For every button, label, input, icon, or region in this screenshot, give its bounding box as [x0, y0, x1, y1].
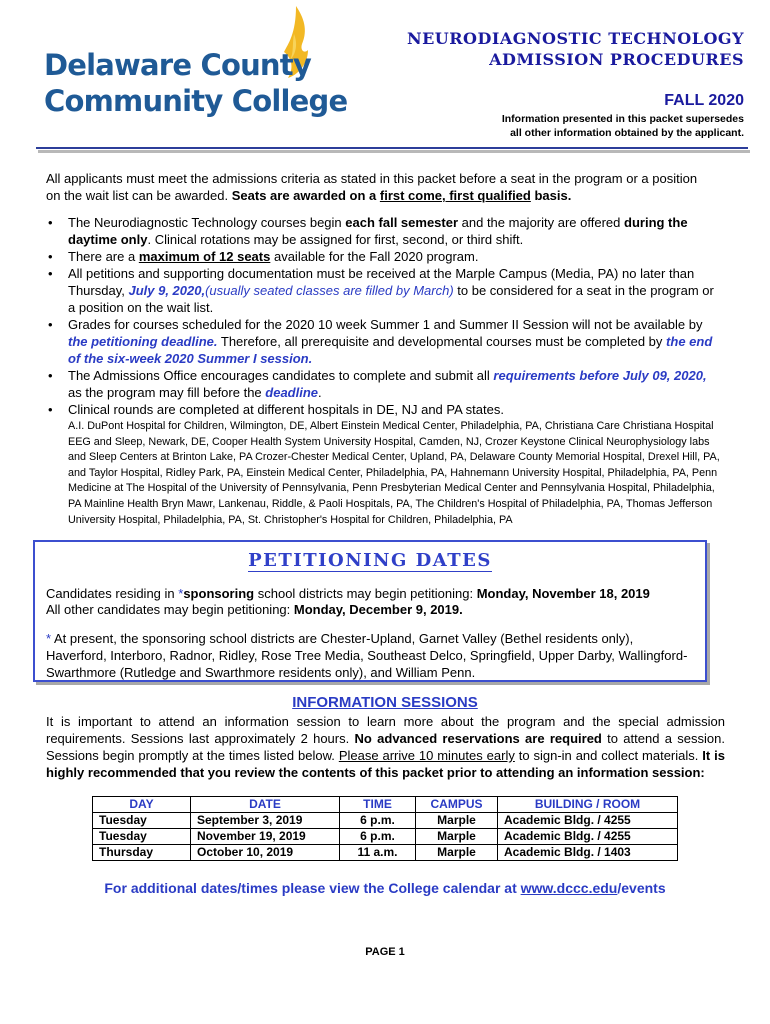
info-t6: It is highly recommended that you review the contents of this packet prior to attending an information session:	[46, 748, 725, 780]
b3-note: (usually seated classes are filled by March)	[205, 283, 454, 298]
sessions-table	[92, 796, 678, 861]
petition-line-1	[46, 586, 696, 602]
document-title	[407, 28, 744, 70]
info-sessions-title	[0, 694, 770, 711]
title-line-1: NEURODIAGNOSTIC TECHNOLOGY	[406, 29, 744, 48]
list-item	[46, 248, 722, 265]
petition-date-other: Monday, December 9, 2019.	[293, 602, 463, 617]
hospital-list: A.I. DuPont Hospital for Children, Wilmington, DE, Albert Einstein Medical Center, Philadelphia, PA, Christiana Care Christiana Hospital EEG and Sleep, Newark, DE, Cooper Health System University Hospital, Camden, NJ, Crozer Keystone Clinical Neurophysiology labs and Sleep Centers at Brinton Lake, PA Crozer-Chester Medical Center, Upland, PA, Delaware County Memorial Hospital, Drexel Hill, PA, and Taylor Hospital, Ridley Park, PA, Einstein Medical Center, Philadelphia, PA, Hahnemann University Hospital, Philadelphia, PA, Penn Medicine at The Hospital of the University of Pennsylvania, Penn Presbyterian Medical Center and Pennsylvania Hospital, Philadelphia, PA Mainline Health Bryn Mawr, Lankenau, Riddle, & Paoli Hospitals, PA, The Children's Hospital of Philadelphia, PA, Thomas Jefferson University Hospital, Philadelphia, PA, St. Christopher's Hospital for Children, Philadelphia, PA	[68, 420, 720, 526]
intro-bold-underline: first come, first qualified	[379, 188, 531, 203]
b1-text: The Neurodiagnostic Technology courses begin	[68, 215, 342, 230]
cell-time: 6 p.m.	[340, 813, 416, 829]
supersede-notice	[444, 112, 744, 140]
cell-campus: Marple	[416, 845, 498, 861]
cell-building: Academic Bldg. / 4255	[498, 813, 678, 829]
petitioning-dates	[46, 586, 696, 618]
list-item	[46, 214, 722, 248]
table-header-row	[93, 797, 678, 813]
list-item	[46, 265, 722, 316]
table-row	[93, 813, 678, 829]
cell-time: 11 a.m.	[340, 845, 416, 861]
info-sessions-title-text: INFORMATION SESSIONS	[292, 694, 478, 711]
petition-line-2	[46, 602, 696, 618]
b6-text: Clinical rounds are completed at different hospitals in DE, NJ and PA states.	[68, 402, 504, 417]
info-t3: to attend a session. Sessions begin promptly at the times listed below.	[46, 731, 725, 763]
petition-l1-text: Candidates residing in	[46, 586, 175, 601]
cell-time: 6 p.m.	[340, 829, 416, 845]
b4-text-2: Therefore, all prerequisite and developmental courses must be completed by	[220, 334, 663, 349]
b5-emph: requirements before July 09, 2020,	[493, 368, 707, 383]
supersede-line-1: Information presented in this packet supersedes	[501, 113, 744, 125]
list-item	[46, 316, 722, 367]
title-line-2: ADMISSION PROCEDURES	[489, 50, 744, 69]
cell-building: Academic Bldg. / 4255	[498, 829, 678, 845]
cell-campus: Marple	[416, 829, 498, 845]
cell-building: Academic Bldg. / 1403	[498, 845, 678, 861]
cell-date: November 19, 2019	[191, 829, 340, 845]
header-building: BUILDING / ROOM	[498, 797, 678, 813]
petition-l1-bold: sponsoring	[183, 586, 255, 601]
b3-text: All petitions and supporting documentation must be received at the Marple Campus (Media, PA) no later than Thursday,	[68, 266, 695, 298]
b1-text-2: and the majority are offered	[461, 215, 621, 230]
header-divider	[36, 147, 748, 149]
list-item	[46, 367, 722, 401]
b2-bold: maximum of 12 seats	[138, 249, 271, 264]
b5-text-2: as the program may fill before the	[68, 385, 262, 400]
calendar-link-suffix: /events	[617, 880, 666, 896]
petitioning-title-text: PETITIONING DATES	[248, 550, 492, 571]
asterisk: *	[178, 586, 184, 601]
logo-text-line2: Community College	[44, 84, 348, 118]
table-row	[93, 829, 678, 845]
b5-period: .	[318, 385, 322, 400]
info-t2: No advanced reservations are required	[354, 731, 602, 746]
b1-bold: each fall semester	[345, 215, 459, 230]
table-row	[93, 845, 678, 861]
b1-text-3: . Clinical rotations may be assigned for first, second, or third shift.	[147, 232, 524, 247]
term-label: FALL 2020	[664, 92, 744, 109]
sponsoring-districts-note	[46, 630, 696, 681]
requirements-list	[46, 214, 722, 528]
petition-l2-text: All other candidates may begin petitioning:	[46, 602, 291, 617]
petitioning-dates-box	[33, 540, 707, 682]
b5-emph-2: deadline	[265, 385, 319, 400]
logo-text-line1: Delaware County	[44, 48, 311, 82]
cell-day: Tuesday	[93, 829, 191, 845]
supersede-line-2: all other information obtained by the applicant.	[510, 127, 744, 139]
b4-text: Grades for courses scheduled for the 2020 10 week Summer 1 and Summer II Session will not be available by	[68, 317, 703, 332]
b2-text-2: available for the Fall 2020 program.	[273, 249, 479, 264]
header-time: TIME	[340, 797, 416, 813]
list-item	[46, 401, 722, 528]
note-text: At present, the sponsoring school districts are Chester-Upland, Garnet Valley (Bethel residents only), Haverford, Interboro, Radnor, Ridley, Rose Tree Media, Southeast Delco, Springfield, Upper Darby, Wallingford-Swarthmore (Rutledge and Swarthmore residents only), and William Penn.	[46, 631, 688, 680]
info-t4: Please arrive 10 minutes early	[338, 748, 515, 763]
cell-campus: Marple	[416, 813, 498, 829]
intro-bold: Seats are awarded on a	[231, 188, 377, 203]
info-t5: to sign-in and collect materials.	[518, 748, 699, 763]
additional-dates-note	[0, 880, 770, 896]
b1-bold-2: during the daytime only	[68, 215, 688, 247]
cell-day: Thursday	[93, 845, 191, 861]
b5-text: The Admissions Office encourages candidates to complete and submit all	[68, 368, 490, 383]
page-number: PAGE 1	[365, 946, 405, 958]
cell-day: Tuesday	[93, 813, 191, 829]
petition-l1-text-2: school districts may begin petitioning:	[257, 586, 474, 601]
note-asterisk: *	[46, 631, 52, 646]
intro-paragraph	[46, 170, 706, 204]
calendar-link[interactable]: www.dccc.edu	[520, 880, 618, 896]
petitioning-title	[35, 550, 705, 571]
header-campus: CAMPUS	[416, 797, 498, 813]
b4-emph: the petitioning deadline.	[68, 334, 218, 349]
info-t1: It is important to attend an information session to learn more about the program and the special admission requirements. Sessions last approximately 2 hours.	[46, 714, 725, 746]
info-sessions-paragraph	[46, 713, 725, 781]
college-logo	[40, 4, 348, 124]
header-date: DATE	[191, 797, 340, 813]
cell-date: October 10, 2019	[191, 845, 340, 861]
b3-text-2: to be considered for a seat in the program or a position on the wait list.	[68, 283, 714, 315]
intro-text: All applicants must meet the admissions criteria as stated in this packet before a seat in the program or a position on the wait list can be awarded.	[46, 171, 698, 203]
petition-date-sponsoring: Monday, November 18, 2019	[476, 586, 650, 601]
cell-date: September 3, 2019	[191, 813, 340, 829]
header-day: DAY	[93, 797, 191, 813]
additional-dates-text: For additional dates/times please view the College calendar at	[104, 880, 517, 896]
b3-deadline: July 9, 2020,	[128, 283, 206, 298]
b2-text: There are a	[68, 249, 136, 264]
b4-emph-2: the end of the six-week 2020 Summer I session.	[68, 334, 713, 366]
header-divider-shadow	[38, 150, 750, 153]
intro-bold-end: basis.	[534, 188, 572, 203]
